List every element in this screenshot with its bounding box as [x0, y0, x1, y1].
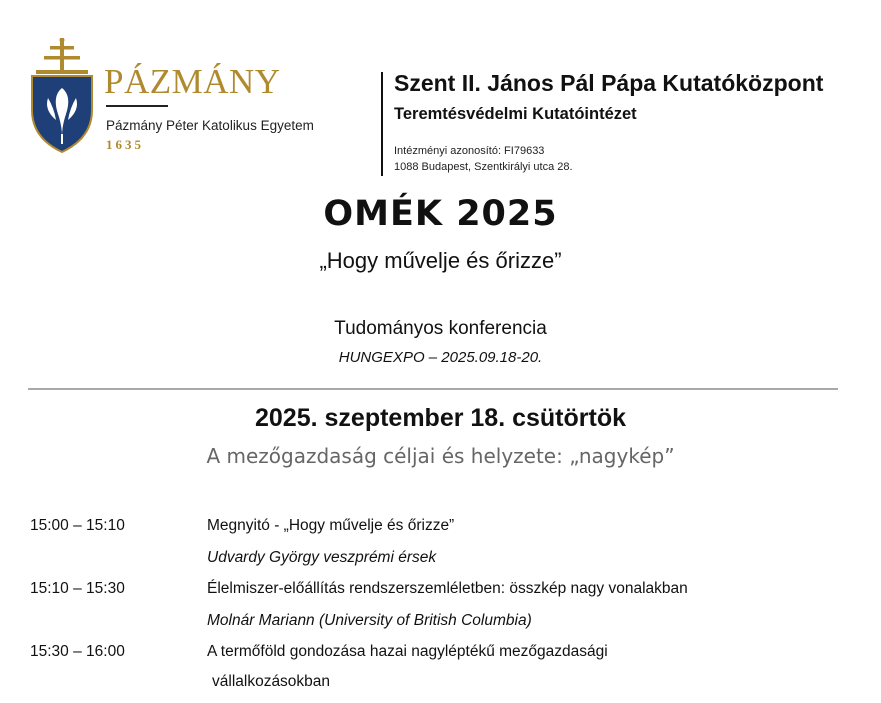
institute-subtitle: Teremtésvédelmi Kutatóintézet	[394, 105, 637, 123]
program-title: A termőföld gondozása hazai nagyléptékű mezőgazdasági	[207, 643, 608, 660]
event-motto: „Hogy művelje és őrizze”	[319, 248, 562, 273]
venue-date: HUNGEXPO – 2025.09.18-20.	[338, 349, 543, 366]
program-time: 15:10 – 15:30	[30, 580, 125, 597]
university-name: PÁZMÁNY	[104, 62, 281, 101]
section-divider	[28, 388, 838, 390]
logo-divider	[106, 105, 168, 107]
program-speaker: Molnár Mariann (University of British Columbia)	[207, 612, 532, 629]
program-title-continued: vállalkozásokban	[212, 673, 331, 690]
university-full-name: Pázmány Péter Katolikus Egyetem	[106, 118, 314, 133]
day-theme: A mezőgazdaság céljai és helyzete: „nagykép”	[206, 444, 675, 468]
event-title: OMÉK 2025	[323, 194, 558, 234]
header-divider	[381, 72, 383, 176]
program-title: Élelmiszer-előállítás rendszerszemléletben: összkép nagy vonalakban	[207, 580, 688, 597]
institute-title: Szent II. János Pál Pápa Kutatóközpont	[394, 70, 824, 96]
institute-address: 1088 Budapest, Szentkirályi utca 28.	[394, 161, 573, 173]
program-speaker: Udvardy György veszprémi érsek	[207, 549, 437, 566]
program-title: Megnyitó - „Hogy művelje és őrizze”	[207, 517, 455, 534]
program-time: 15:00 – 15:10	[30, 517, 125, 534]
program-time: 15:30 – 16:00	[30, 643, 125, 660]
university-year: 1635	[106, 137, 144, 152]
conference-type: Tudományos konferencia	[334, 318, 547, 339]
crest-icon	[28, 38, 96, 156]
institute-identifier: Intézményi azonosító: FI79633	[394, 145, 545, 157]
day-title: 2025. szeptember 18. csütörtök	[255, 404, 626, 432]
